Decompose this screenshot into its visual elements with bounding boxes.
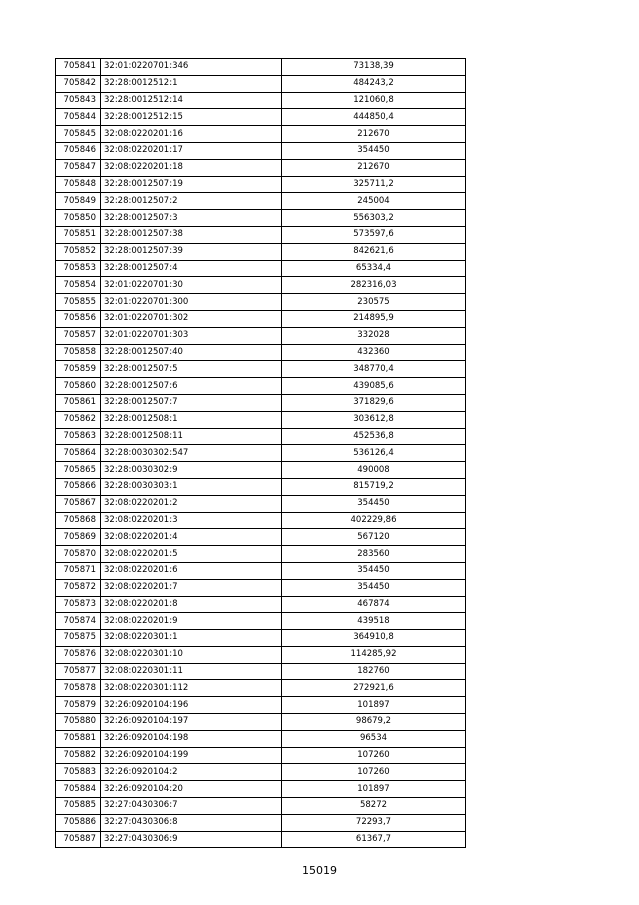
table-row — [56, 193, 466, 210]
cadastral-number-cell: 32:01:0220701:303 — [101, 327, 282, 344]
row-id-cell: 705851 — [56, 226, 101, 243]
value-cell: 354450 — [282, 562, 466, 579]
table-row — [56, 478, 466, 495]
table-row — [56, 798, 466, 815]
row-id-cell: 705869 — [56, 529, 101, 546]
row-id-cell: 705873 — [56, 596, 101, 613]
row-id-cell: 705886 — [56, 814, 101, 831]
value-cell: 484243,2 — [282, 75, 466, 92]
cadastral-number-cell: 32:26:0920104:199 — [101, 747, 282, 764]
row-id-cell: 705844 — [56, 109, 101, 126]
value-cell: 325711,2 — [282, 176, 466, 193]
cadastral-number-cell: 32:08:0220201:17 — [101, 142, 282, 159]
value-cell: 452536,8 — [282, 428, 466, 445]
cadastral-number-cell: 32:28:0012507:4 — [101, 260, 282, 277]
table-row — [56, 159, 466, 176]
row-id-cell: 705877 — [56, 663, 101, 680]
row-id-cell: 705843 — [56, 92, 101, 109]
table-row — [56, 277, 466, 294]
table-row — [56, 596, 466, 613]
cadastral-number-cell: 32:28:0030302:9 — [101, 462, 282, 479]
table-row — [56, 512, 466, 529]
cadastral-number-cell: 32:28:0012507:7 — [101, 394, 282, 411]
value-cell: 815719,2 — [282, 478, 466, 495]
value-cell: 121060,8 — [282, 92, 466, 109]
value-cell: 65334,4 — [282, 260, 466, 277]
row-id-cell: 705860 — [56, 378, 101, 395]
value-cell: 303612,8 — [282, 411, 466, 428]
cadastral-number-cell: 32:08:0220201:18 — [101, 159, 282, 176]
row-id-cell: 705885 — [56, 798, 101, 815]
value-cell: 61367,7 — [282, 831, 466, 848]
table-row — [56, 428, 466, 445]
table-row — [56, 495, 466, 512]
cadastral-number-cell: 32:28:0012508:11 — [101, 428, 282, 445]
row-id-cell: 705846 — [56, 142, 101, 159]
cadastral-number-cell: 32:26:0920104:196 — [101, 697, 282, 714]
table-row — [56, 646, 466, 663]
row-id-cell: 705866 — [56, 478, 101, 495]
cadastral-number-cell: 32:28:0012507:2 — [101, 193, 282, 210]
table-row — [56, 411, 466, 428]
row-id-cell: 705871 — [56, 562, 101, 579]
row-id-cell: 705872 — [56, 579, 101, 596]
cadastral-number-cell: 32:28:0012512:15 — [101, 109, 282, 126]
row-id-cell: 705864 — [56, 445, 101, 462]
cadastral-number-cell: 32:28:0012512:1 — [101, 75, 282, 92]
table-row — [56, 75, 466, 92]
page-number: 15019 — [302, 864, 337, 877]
table-row — [56, 378, 466, 395]
row-id-cell: 705865 — [56, 462, 101, 479]
cadastral-number-cell: 32:01:0220701:300 — [101, 294, 282, 311]
row-id-cell: 705845 — [56, 126, 101, 143]
row-id-cell: 705855 — [56, 294, 101, 311]
row-id-cell: 705881 — [56, 730, 101, 747]
table-row — [56, 394, 466, 411]
table-row — [56, 529, 466, 546]
table-row — [56, 562, 466, 579]
value-cell: 354450 — [282, 579, 466, 596]
row-id-cell: 705850 — [56, 210, 101, 227]
table-row — [56, 344, 466, 361]
cadastral-number-cell: 32:08:0220301:112 — [101, 680, 282, 697]
cadastral-number-cell: 32:01:0220701:302 — [101, 310, 282, 327]
table-row — [56, 310, 466, 327]
table-row — [56, 445, 466, 462]
value-cell: 72293,7 — [282, 814, 466, 831]
row-id-cell: 705884 — [56, 781, 101, 798]
table-row — [56, 226, 466, 243]
value-cell: 536126,4 — [282, 445, 466, 462]
cadastral-number-cell: 32:27:0430306:7 — [101, 798, 282, 815]
row-id-cell: 705853 — [56, 260, 101, 277]
row-id-cell: 705852 — [56, 243, 101, 260]
cadastral-number-cell: 32:28:0012507:38 — [101, 226, 282, 243]
table-row — [56, 109, 466, 126]
table-row — [56, 59, 466, 76]
cadastral-number-cell: 32:28:0012507:5 — [101, 361, 282, 378]
value-cell: 490008 — [282, 462, 466, 479]
value-cell: 107260 — [282, 764, 466, 781]
value-cell: 101897 — [282, 781, 466, 798]
table-row — [56, 142, 466, 159]
cadastral-number-cell: 32:28:0030303:1 — [101, 478, 282, 495]
value-cell: 282316,03 — [282, 277, 466, 294]
cadastral-number-cell: 32:08:0220301:10 — [101, 646, 282, 663]
row-id-cell: 705867 — [56, 495, 101, 512]
value-cell: 332028 — [282, 327, 466, 344]
cadastral-number-cell: 32:08:0220201:9 — [101, 613, 282, 630]
table-row — [56, 92, 466, 109]
table-row — [56, 126, 466, 143]
value-cell: 573597,6 — [282, 226, 466, 243]
value-cell: 114285,92 — [282, 646, 466, 663]
cadastral-number-cell: 32:08:0220301:11 — [101, 663, 282, 680]
table-row — [56, 243, 466, 260]
cadastral-number-cell: 32:26:0920104:197 — [101, 714, 282, 731]
table-row — [56, 579, 466, 596]
value-cell: 58272 — [282, 798, 466, 815]
value-cell: 245004 — [282, 193, 466, 210]
cadastral-number-cell: 32:01:0220701:30 — [101, 277, 282, 294]
value-cell: 354450 — [282, 495, 466, 512]
table-row — [56, 697, 466, 714]
row-id-cell: 705849 — [56, 193, 101, 210]
value-cell: 354450 — [282, 142, 466, 159]
value-cell: 212670 — [282, 159, 466, 176]
row-id-cell: 705874 — [56, 613, 101, 630]
table-row — [56, 747, 466, 764]
cadastral-number-cell: 32:08:0220201:8 — [101, 596, 282, 613]
table-body — [56, 59, 466, 848]
cadastral-number-cell: 32:28:0012507:3 — [101, 210, 282, 227]
value-cell: 101897 — [282, 697, 466, 714]
row-id-cell: 705842 — [56, 75, 101, 92]
table-row — [56, 176, 466, 193]
cadastral-number-cell: 32:27:0430306:9 — [101, 831, 282, 848]
value-cell: 182760 — [282, 663, 466, 680]
table-row — [56, 714, 466, 731]
table-row — [56, 327, 466, 344]
row-id-cell: 705857 — [56, 327, 101, 344]
cadastral-number-cell: 32:08:0220201:16 — [101, 126, 282, 143]
value-cell: 402229,86 — [282, 512, 466, 529]
row-id-cell: 705862 — [56, 411, 101, 428]
cadastral-number-cell: 32:08:0220201:2 — [101, 495, 282, 512]
table-row — [56, 663, 466, 680]
value-cell: 214895,9 — [282, 310, 466, 327]
value-cell: 439518 — [282, 613, 466, 630]
value-cell: 230575 — [282, 294, 466, 311]
table-row — [56, 613, 466, 630]
cadastral-number-cell: 32:27:0430306:8 — [101, 814, 282, 831]
row-id-cell: 705848 — [56, 176, 101, 193]
row-id-cell: 705878 — [56, 680, 101, 697]
table-row — [56, 680, 466, 697]
cadastral-number-cell: 32:28:0012507:6 — [101, 378, 282, 395]
table-row — [56, 814, 466, 831]
cadastral-number-cell: 32:28:0012512:14 — [101, 92, 282, 109]
value-cell: 73138,39 — [282, 59, 466, 76]
cadastral-number-cell: 32:28:0012508:1 — [101, 411, 282, 428]
cadastral-number-cell: 32:08:0220201:3 — [101, 512, 282, 529]
cadastral-number-cell: 32:08:0220201:6 — [101, 562, 282, 579]
value-cell: 96534 — [282, 730, 466, 747]
row-id-cell: 705876 — [56, 646, 101, 663]
value-cell: 212670 — [282, 126, 466, 143]
value-cell: 283560 — [282, 546, 466, 563]
cadastral-number-cell: 32:08:0220201:4 — [101, 529, 282, 546]
cadastral-number-cell: 32:28:0012507:39 — [101, 243, 282, 260]
row-id-cell: 705887 — [56, 831, 101, 848]
value-cell: 444850,4 — [282, 109, 466, 126]
value-cell: 98679,2 — [282, 714, 466, 731]
cadastral-number-cell: 32:08:0220301:1 — [101, 630, 282, 647]
cadastral-number-cell: 32:26:0920104:198 — [101, 730, 282, 747]
row-id-cell: 705854 — [56, 277, 101, 294]
row-id-cell: 705875 — [56, 630, 101, 647]
row-id-cell: 705861 — [56, 394, 101, 411]
cadastral-number-cell: 32:26:0920104:2 — [101, 764, 282, 781]
row-id-cell: 705870 — [56, 546, 101, 563]
table-row — [56, 764, 466, 781]
row-id-cell: 705847 — [56, 159, 101, 176]
value-cell: 556303,2 — [282, 210, 466, 227]
row-id-cell: 705879 — [56, 697, 101, 714]
value-cell: 467874 — [282, 596, 466, 613]
row-id-cell: 705858 — [56, 344, 101, 361]
value-cell: 348770,4 — [282, 361, 466, 378]
value-cell: 439085,6 — [282, 378, 466, 395]
value-cell: 432360 — [282, 344, 466, 361]
cadastral-number-cell: 32:08:0220201:5 — [101, 546, 282, 563]
value-cell: 364910,8 — [282, 630, 466, 647]
table-row — [56, 546, 466, 563]
cadastral-number-cell: 32:28:0030302:547 — [101, 445, 282, 462]
table-row — [56, 730, 466, 747]
cadastral-number-cell: 32:01:0220701:346 — [101, 59, 282, 76]
value-cell: 567120 — [282, 529, 466, 546]
value-cell: 371829,6 — [282, 394, 466, 411]
value-cell: 842621,6 — [282, 243, 466, 260]
cadastral-number-cell: 32:28:0012507:40 — [101, 344, 282, 361]
row-id-cell: 705882 — [56, 747, 101, 764]
row-id-cell: 705868 — [56, 512, 101, 529]
table-row — [56, 361, 466, 378]
cadastral-number-cell: 32:26:0920104:20 — [101, 781, 282, 798]
table-row — [56, 210, 466, 227]
value-cell: 272921,6 — [282, 680, 466, 697]
table-row — [56, 260, 466, 277]
row-id-cell: 705859 — [56, 361, 101, 378]
cadastral-number-cell: 32:08:0220201:7 — [101, 579, 282, 596]
row-id-cell: 705880 — [56, 714, 101, 731]
table-row — [56, 294, 466, 311]
row-id-cell: 705863 — [56, 428, 101, 445]
cadastral-number-cell: 32:28:0012507:19 — [101, 176, 282, 193]
row-id-cell: 705856 — [56, 310, 101, 327]
row-id-cell: 705883 — [56, 764, 101, 781]
table-row — [56, 831, 466, 848]
cadastral-value-table — [55, 58, 466, 848]
table-row — [56, 630, 466, 647]
value-cell: 107260 — [282, 747, 466, 764]
table-row — [56, 781, 466, 798]
table-row — [56, 462, 466, 479]
row-id-cell: 705841 — [56, 59, 101, 76]
